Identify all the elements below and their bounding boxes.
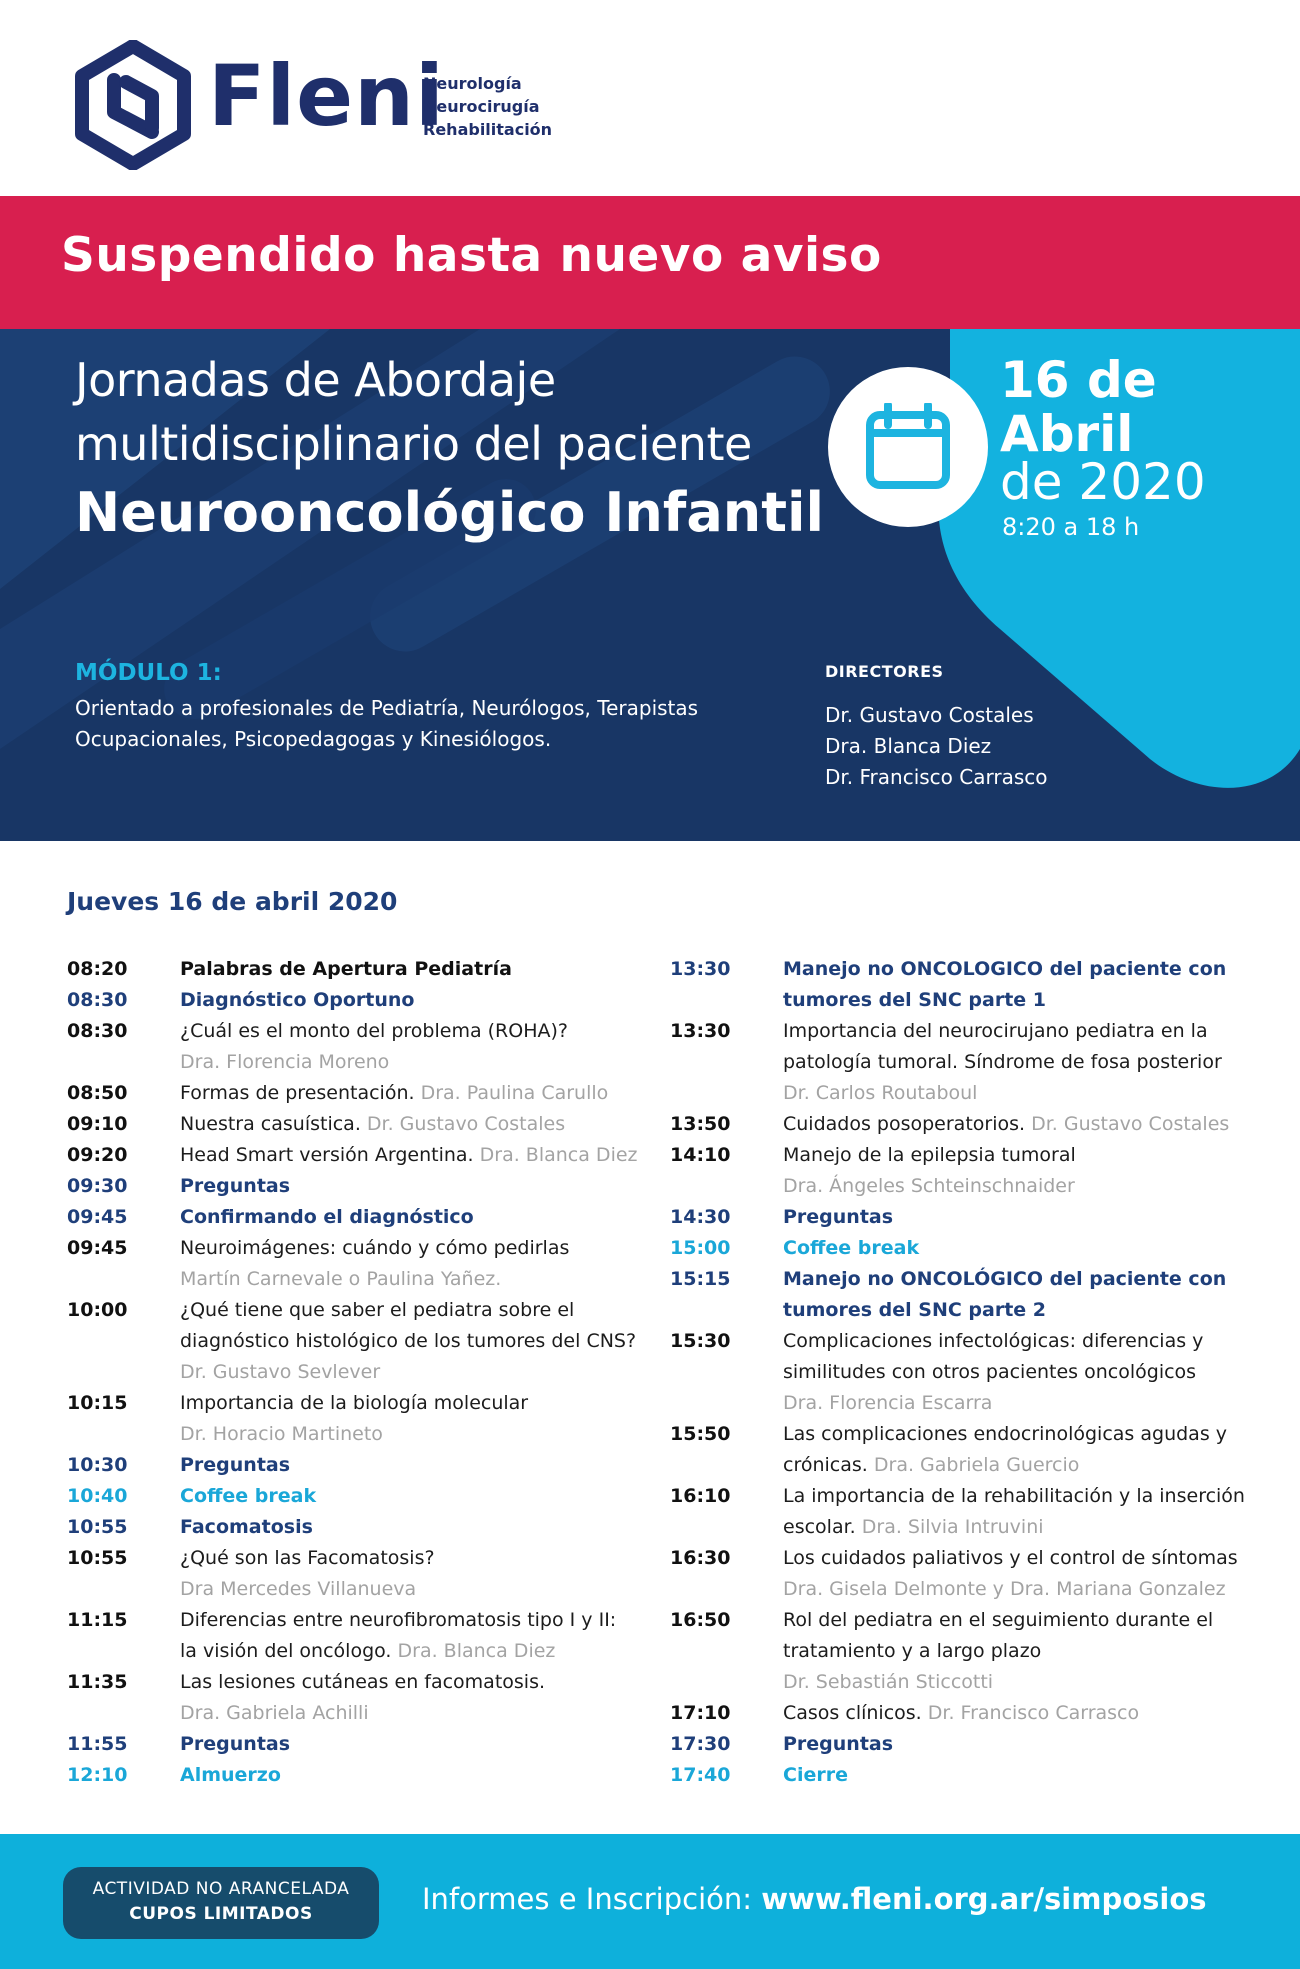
session-title-text: tumores del SNC parte 2 — [783, 1299, 1046, 1321]
session-title — [180, 985, 667, 1016]
event-title-line2: multidisciplinario del paciente — [75, 417, 752, 471]
schedule-row — [67, 1016, 667, 1078]
schedule-row — [67, 1295, 667, 1388]
session-title-text: ¿Qué tiene que saber el pediatra sobre el — [180, 1299, 575, 1321]
brand-name: Fleni — [208, 47, 445, 145]
schedule-time: 10:40 — [67, 1485, 128, 1507]
schedule-time: 14:10 — [670, 1144, 731, 1166]
schedule-row — [67, 1481, 667, 1512]
session-title-text: crónicas. — [783, 1454, 868, 1476]
schedule-time: 17:10 — [670, 1702, 731, 1724]
session-title-text: la visión del oncólogo. — [180, 1640, 392, 1662]
module-line: Orientado a profesionales de Pediatría, Neurólogos, Terapistas — [75, 696, 699, 720]
schedule-time: 08:50 — [67, 1082, 128, 1104]
schedule-time: 15:00 — [670, 1237, 731, 1259]
schedule-time: 08:30 — [67, 989, 128, 1011]
schedule-time: 15:30 — [670, 1330, 731, 1352]
schedule-description — [180, 1450, 667, 1481]
session-title — [783, 985, 1270, 1016]
speaker-name: Dra. Silvia Intruvini — [861, 1516, 1044, 1538]
module-description — [75, 693, 755, 755]
schedule-row — [670, 1760, 1270, 1791]
calendar-icon — [866, 403, 950, 489]
session-title — [180, 1760, 667, 1791]
schedule-description — [180, 1388, 667, 1450]
session-title-text: Formas de presentación. — [180, 1082, 415, 1104]
session-title-text: Los cuidados paliativos y el control de síntomas — [783, 1547, 1238, 1569]
speaker-name: Dra. Blanca Diez — [479, 1144, 638, 1166]
speaker-name: Dr. Francisco Carrasco — [927, 1702, 1140, 1724]
session-title — [783, 1264, 1270, 1295]
fleni-logo-icon — [74, 40, 192, 170]
event-time: 8:20 a 18 h — [1002, 513, 1140, 541]
session-title — [180, 954, 667, 985]
schedule-description — [783, 1140, 1270, 1202]
session-title-text: Confirmando el diagnóstico — [180, 1206, 474, 1228]
session-title-text: Facomatosis — [180, 1516, 313, 1538]
schedule-time: 13:30 — [670, 958, 731, 980]
schedule-time: 09:20 — [67, 1144, 128, 1166]
session-title — [783, 1326, 1270, 1357]
schedule-description — [180, 954, 667, 985]
speaker-name: Dra Mercedes Villanueva — [180, 1578, 417, 1600]
session-title — [180, 1543, 667, 1574]
schedule-row — [670, 1264, 1270, 1326]
speaker-name: Dr. Gustavo Costales — [1031, 1113, 1230, 1135]
event-title-line3: Neurooncológico Infantil — [75, 481, 825, 544]
session-title — [180, 1729, 667, 1760]
schedule-time: 15:15 — [670, 1268, 731, 1290]
schedule-time: 11:15 — [67, 1609, 128, 1631]
brand-tagline — [423, 72, 552, 141]
speaker-name: Martín Carnevale o Paulina Yañez. — [180, 1268, 502, 1290]
schedule-row — [670, 1202, 1270, 1233]
session-title — [180, 1233, 667, 1264]
schedule-row — [670, 1543, 1270, 1605]
schedule-description — [180, 1667, 667, 1729]
date-line3: de 2020 — [1000, 453, 1206, 511]
session-title-text: Palabras de Apertura Pediatría — [180, 958, 512, 980]
schedule-time: 11:55 — [67, 1733, 128, 1755]
session-title — [783, 1357, 1270, 1388]
schedule-time: 10:15 — [67, 1392, 128, 1414]
session-title-text: Manejo no ONCOLÓGICO del paciente con — [783, 1268, 1227, 1290]
schedule-row — [670, 1419, 1270, 1481]
schedule-description — [180, 1543, 667, 1605]
schedule-description — [180, 1760, 667, 1791]
schedule-description — [783, 1202, 1270, 1233]
session-title-text: Manejo no ONCOLOGICO del paciente con — [783, 958, 1227, 980]
director-name: Dr. Francisco Carrasco — [825, 765, 1048, 789]
speaker-name: Dra. Gabriela Achilli — [180, 1702, 369, 1724]
registration-info — [422, 1882, 1207, 1916]
session-title — [180, 1295, 667, 1326]
speaker-name: Dr. Gustavo Costales — [366, 1113, 566, 1135]
session-title — [783, 1295, 1270, 1326]
schedule-description — [783, 1233, 1270, 1264]
session-title-text: Complicaciones infectológicas: diferencias y — [783, 1330, 1204, 1352]
schedule-row — [670, 1140, 1270, 1202]
speaker-name: Dr. Carlos Routaboul — [783, 1082, 978, 1104]
header — [0, 0, 1300, 196]
schedule-description — [180, 1078, 667, 1109]
schedule-time: 17:30 — [670, 1733, 731, 1755]
schedule-time: 17:40 — [670, 1764, 731, 1786]
session-title-text: Rol del pediatra en el seguimiento durante el — [783, 1609, 1214, 1631]
session-title — [783, 1481, 1270, 1512]
badge-line2: CUPOS LIMITADOS — [129, 1904, 313, 1924]
schedule-row — [670, 1326, 1270, 1419]
session-title — [180, 1481, 667, 1512]
session-title-text: Cierre — [783, 1764, 848, 1786]
schedule-description — [180, 1109, 667, 1140]
speaker-name: Dr. Gustavo Sevlever — [180, 1361, 381, 1383]
schedule-description — [783, 1481, 1270, 1543]
registration-label: Informes e Inscripción: — [422, 1882, 753, 1916]
session-title-text: Preguntas — [783, 1733, 894, 1755]
schedule-description — [180, 1295, 667, 1388]
schedule-time: 10:00 — [67, 1299, 128, 1321]
schedule-row — [67, 1512, 667, 1543]
directors-title: DIRECTORES — [825, 662, 944, 681]
schedule-row — [67, 985, 667, 1016]
schedule-row — [67, 1233, 667, 1295]
schedule-description — [783, 1264, 1270, 1326]
speaker-name: Dra. Blanca Diez — [397, 1640, 556, 1662]
speaker-name: Dra. Ángeles Schteinschnaider — [783, 1175, 1075, 1197]
session-title-text: tratamiento y a largo plazo — [783, 1640, 1042, 1662]
registration-link[interactable]: www.fleni.org.ar/simposios — [761, 1882, 1207, 1916]
schedule-description — [783, 1729, 1270, 1760]
schedule-row — [67, 1760, 667, 1791]
schedule-row — [670, 1605, 1270, 1698]
session-title — [180, 1202, 667, 1233]
session-title — [180, 1388, 667, 1419]
session-title-text: Preguntas — [180, 1454, 291, 1476]
badge-line1: ACTIVIDAD NO ARANCELADA — [92, 1879, 350, 1899]
session-title-text: Cuidados posoperatorios. — [783, 1113, 1026, 1135]
session-title-text: patología tumoral. Síndrome de fosa posterior — [783, 1051, 1222, 1073]
session-title-text: ¿Qué son las Facomatosis? — [180, 1547, 435, 1569]
session-title-text: Head Smart versión Argentina. — [180, 1144, 474, 1166]
free-activity-badge — [63, 1867, 379, 1939]
schedule-row — [67, 1078, 667, 1109]
session-title — [180, 1636, 667, 1667]
session-title-text: diagnóstico histológico de los tumores del CNS? — [180, 1330, 637, 1352]
schedule-row — [67, 954, 667, 985]
schedule-description — [783, 1760, 1270, 1791]
tagline-line: Rehabilitación — [423, 120, 553, 139]
session-title-text: Diferencias entre neurofibromatosis tipo I y II: — [180, 1609, 617, 1631]
session-title-text: Preguntas — [180, 1175, 291, 1197]
speaker-name: Dra. Paulina Carullo — [420, 1082, 609, 1104]
schedule-row — [67, 1667, 667, 1729]
calendar-badge — [828, 367, 988, 527]
event-title-line1: Jornadas de Abordaje — [75, 353, 556, 407]
schedule-time: 09:30 — [67, 1175, 128, 1197]
session-title-text: Coffee break — [783, 1237, 920, 1259]
speaker-name: Dra. Florencia Moreno — [180, 1051, 390, 1073]
session-title — [180, 1326, 667, 1357]
session-title — [783, 1729, 1270, 1760]
schedule-day-title: Jueves 16 de abril 2020 — [67, 887, 398, 916]
tagline-line: Neurocirugía — [423, 97, 540, 116]
schedule-description — [180, 1202, 667, 1233]
schedule-description — [180, 1605, 667, 1667]
schedule-row — [67, 1543, 667, 1605]
session-title — [180, 1109, 667, 1140]
session-title-text: Diagnóstico Oportuno — [180, 989, 415, 1011]
schedule-time: 09:45 — [67, 1206, 128, 1228]
session-title — [783, 1636, 1270, 1667]
module-title: MÓDULO 1: — [75, 660, 222, 686]
banner-text: Suspendido hasta nuevo aviso — [61, 228, 882, 283]
schedule-time: 09:10 — [67, 1113, 128, 1135]
schedule-time: 10:55 — [67, 1547, 128, 1569]
session-title-text: Casos clínicos. — [783, 1702, 922, 1724]
module-line: Ocupacionales, Psicopedagogas y Kinesiólogos. — [75, 727, 552, 751]
suspension-banner — [0, 196, 1300, 329]
schedule-description — [180, 1729, 667, 1760]
session-title-text: Importancia de la biología molecular — [180, 1392, 529, 1414]
schedule-description — [783, 1419, 1270, 1481]
schedule-time: 11:35 — [67, 1671, 128, 1693]
schedule-description — [783, 1605, 1270, 1698]
schedule-row — [670, 1698, 1270, 1729]
schedule-description — [783, 954, 1270, 1016]
schedule-time: 08:20 — [67, 958, 128, 980]
schedule-row — [67, 1109, 667, 1140]
tagline-line: Neurología — [423, 74, 522, 93]
session-title — [180, 1078, 667, 1109]
schedule-row — [670, 1729, 1270, 1760]
session-title — [783, 1047, 1270, 1078]
schedule-time: 16:10 — [670, 1485, 731, 1507]
director-name: Dr. Gustavo Costales — [825, 703, 1034, 727]
footer — [0, 1834, 1300, 1969]
schedule-row — [67, 1729, 667, 1760]
directors-list — [825, 700, 1048, 793]
schedule-column-morning — [67, 954, 667, 1791]
schedule-row — [67, 1202, 667, 1233]
schedule-time: 10:30 — [67, 1454, 128, 1476]
session-title-text: similitudes con otros pacientes oncológicos — [783, 1361, 1197, 1383]
schedule-description — [180, 1512, 667, 1543]
session-title-text: La importancia de la rehabilitación y la inserción — [783, 1485, 1245, 1507]
session-title — [180, 1450, 667, 1481]
schedule-column-afternoon — [670, 954, 1270, 1791]
session-title — [783, 1140, 1270, 1171]
session-title — [180, 1016, 667, 1047]
speaker-name: Dra. Gisela Delmonte y Dra. Mariana Gonzalez — [783, 1578, 1226, 1600]
speaker-name: Dra. Florencia Escarra — [783, 1392, 993, 1414]
schedule-time: 13:30 — [670, 1020, 731, 1042]
schedule-row — [670, 954, 1270, 1016]
schedule-row — [67, 1140, 667, 1171]
schedule-time: 16:30 — [670, 1547, 731, 1569]
session-title — [783, 1543, 1270, 1574]
session-title — [783, 1233, 1270, 1264]
session-title-text: ¿Cuál es el monto del problema (ROHA)? — [180, 1020, 568, 1042]
session-title — [180, 1140, 667, 1171]
director-name: Dra. Blanca Diez — [825, 734, 992, 758]
schedule-description — [180, 1016, 667, 1078]
speaker-name: Dra. Gabriela Guercio — [873, 1454, 1080, 1476]
session-title — [783, 1450, 1270, 1481]
session-title-text: Nuestra casuística. — [180, 1113, 361, 1135]
schedule-time: 10:55 — [67, 1516, 128, 1538]
schedule-description — [783, 1016, 1270, 1109]
session-title-text: Manejo de la epilepsia tumoral — [783, 1144, 1076, 1166]
schedule-row — [67, 1450, 667, 1481]
session-title — [783, 1419, 1270, 1450]
schedule-time: 15:50 — [670, 1423, 731, 1445]
session-title — [180, 1605, 667, 1636]
session-title — [783, 1016, 1270, 1047]
schedule-row — [670, 1481, 1270, 1543]
session-title-text: Las lesiones cutáneas en facomatosis. — [180, 1671, 546, 1693]
schedule-row — [67, 1388, 667, 1450]
speaker-name: Dr. Sebastián Sticcotti — [783, 1671, 994, 1693]
hero-section — [0, 329, 1300, 841]
schedule-time: 14:30 — [670, 1206, 731, 1228]
session-title — [783, 1605, 1270, 1636]
schedule-description — [783, 1698, 1270, 1729]
date-line2: Abril — [1000, 405, 1134, 463]
session-title — [180, 1667, 667, 1698]
schedule-description — [180, 1171, 667, 1202]
schedule-description — [783, 1326, 1270, 1419]
session-title-text: Coffee break — [180, 1485, 317, 1507]
schedule-description — [783, 1543, 1270, 1605]
schedule-time: 13:50 — [670, 1113, 731, 1135]
session-title-text: Neuroimágenes: cuándo y cómo pedirlas — [180, 1237, 570, 1259]
schedule-time: 09:45 — [67, 1237, 128, 1259]
session-title — [783, 1512, 1270, 1543]
session-title — [783, 1760, 1270, 1791]
schedule-time: 08:30 — [67, 1020, 128, 1042]
session-title — [783, 1698, 1270, 1729]
session-title-text: tumores del SNC parte 1 — [783, 989, 1046, 1011]
schedule-row — [670, 1233, 1270, 1264]
session-title — [783, 1202, 1270, 1233]
schedule-row — [670, 1016, 1270, 1109]
session-title-text: Preguntas — [180, 1733, 291, 1755]
schedule-description — [180, 985, 667, 1016]
schedule-description — [180, 1140, 667, 1171]
session-title-text: Preguntas — [783, 1206, 894, 1228]
schedule-time: 12:10 — [67, 1764, 128, 1786]
session-title-text: escolar. — [783, 1516, 856, 1538]
schedule-description — [180, 1233, 667, 1295]
session-title — [783, 1109, 1270, 1140]
session-title-text: Almuerzo — [180, 1764, 281, 1786]
session-title — [783, 954, 1270, 985]
speaker-name: Dr. Horacio Martineto — [180, 1423, 383, 1445]
schedule-description — [180, 1481, 667, 1512]
session-title-text: Importancia del neurocirujano pediatra en la — [783, 1020, 1208, 1042]
date-line1: 16 de — [1000, 351, 1157, 409]
session-title — [180, 1171, 667, 1202]
schedule-time: 16:50 — [670, 1609, 731, 1631]
schedule-row — [670, 1109, 1270, 1140]
session-title — [180, 1512, 667, 1543]
schedule-row — [67, 1605, 667, 1667]
schedule-row — [67, 1171, 667, 1202]
schedule-description — [783, 1109, 1270, 1140]
session-title-text: Las complicaciones endocrinológicas agudas y — [783, 1423, 1227, 1445]
